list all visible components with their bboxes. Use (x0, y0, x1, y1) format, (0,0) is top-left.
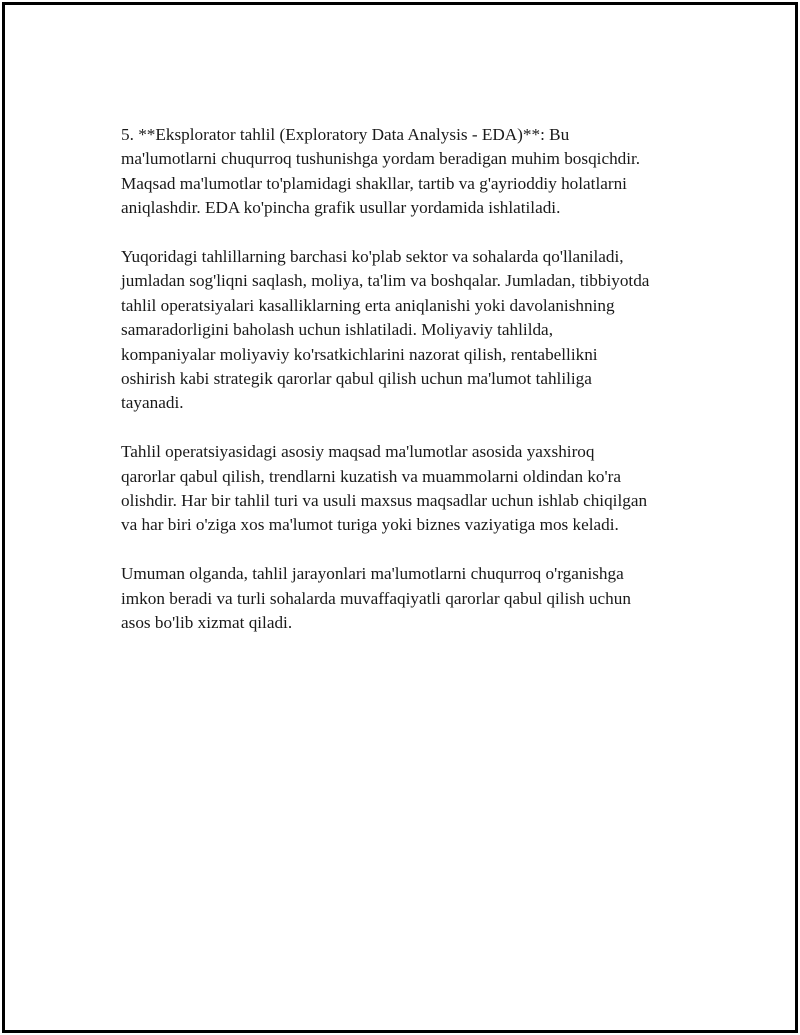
text-line: 5. **Eksplorator tahlil (Exploratory Data Analysis - EDA)**: Bu (121, 125, 570, 144)
paragraph-sectors (121, 245, 701, 416)
text-line: samaradorligini baholash uchun ishlatiladi. Moliyaviy tahlilda, (121, 320, 553, 340)
text-line: ma'lumotlarni chuqurroq tushunishga yordam beradigan muhim bosqichdir. (121, 149, 641, 169)
text-line: tayanadi. (121, 393, 184, 413)
paragraph-eda (121, 123, 701, 221)
text-line: asos bo'lib xizmat qiladi. (121, 613, 293, 633)
text-line: olishdir. Har bir tahlil turi va usuli maxsus maqsadlar uchun ishlab chiqilgan (121, 491, 648, 511)
text-line: tahlil operatsiyalari kasalliklarning erta aniqlanishi yoki davolanishning (121, 295, 615, 315)
text-line: Yuqoridagi tahlillarning barchasi ko'plab sektor va sohalarda qo'llaniladi, (121, 247, 624, 267)
page-frame (2, 2, 798, 1033)
paragraph-summary (121, 562, 701, 635)
text-line: aniqlashdir. EDA ko'pincha grafik usullar yordamida ishlatiladi. (121, 198, 561, 218)
text-line: kompaniyalar moliyaviy ko'rsatkichlarini nazorat qilish, rentabellikni (121, 344, 598, 364)
text-line: Umuman olganda, tahlil jarayonlari ma'lumotlarni chuqurroq o'rganishga (121, 564, 624, 584)
text-line: Tahlil operatsiyasidagi asosiy maqsad ma'lumotlar asosida yaxshiroq (121, 442, 595, 462)
text-line: imkon beradi va turli sohalarda muvaffaqiyatli qarorlar qabul qilish uchun (121, 588, 631, 608)
document-body (121, 123, 701, 660)
text-line: va har biri o'ziga xos ma'lumot turiga yoki biznes vaziyatiga mos keladi. (121, 515, 619, 535)
text-line: Maqsad ma'lumotlar to'plamidagi shakllar, tartib va g'ayrioddiy holatlarni (121, 173, 627, 193)
text-line: oshirish kabi strategik qarorlar qabul qilish uchun ma'lumot tahliliga (121, 369, 592, 389)
text-line: qarorlar qabul qilish, trendlarni kuzatish va muammolarni oldindan ko'ra (121, 466, 621, 486)
paragraph-goal (121, 440, 701, 538)
text-line: jumladan sog'liqni saqlash, moliya, ta'lim va boshqalar. Jumladan, tibbiyotda (121, 271, 650, 291)
